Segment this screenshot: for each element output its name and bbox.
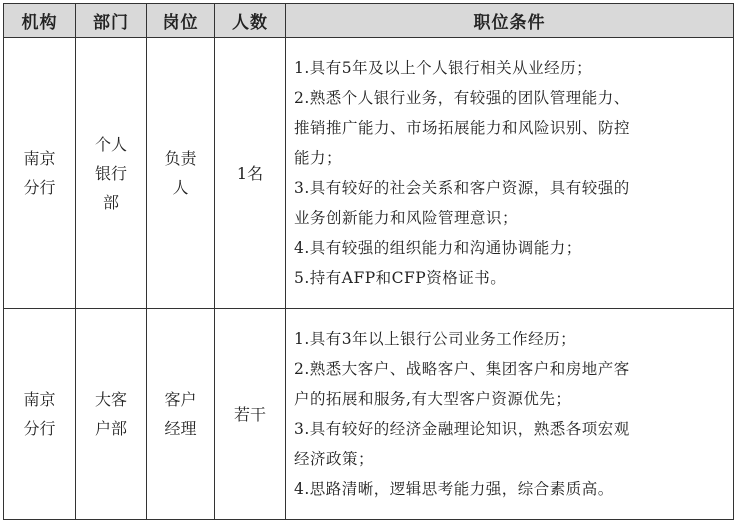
job-requirements-table [3, 3, 734, 520]
dept-line: 银行 [94, 163, 127, 183]
requirement-line: 3.具有较好的社会关系和客户资源，具有较强的 [294, 179, 630, 197]
requirements-cell [286, 38, 734, 309]
requirement-line: 1.具有5年及以上个人银行相关从业经历； [294, 59, 593, 77]
requirement-line: 户的拓展和服务,有大型客户资源优先； [294, 390, 572, 408]
post-cell [147, 309, 215, 520]
requirement-line: 1.具有3年以上银行公司业务工作经历； [294, 330, 577, 348]
requirement-line: 业务创新能力和风险管理意识； [294, 209, 519, 227]
post-line: 负责 [164, 149, 197, 168]
org-line: 分行 [23, 178, 56, 197]
header-org: 机构 [4, 4, 76, 38]
requirement-line: 能力； [294, 149, 343, 167]
header-dept: 部门 [76, 4, 147, 38]
org-line: 分行 [23, 419, 56, 438]
header-post: 岗位 [147, 4, 215, 38]
org-line: 南京 [23, 149, 56, 168]
requirement-line: 2.熟悉个人银行业务，有较强的团队管理能力、 [294, 89, 630, 107]
requirements-cell [286, 309, 734, 520]
requirement-line: 3.具有较好的经济金融理论知识，熟悉各项宏观 [294, 420, 630, 438]
org-cell [4, 309, 76, 520]
count-cell: 若干 [215, 309, 286, 520]
dept-line: 户部 [94, 419, 127, 438]
org-line: 南京 [23, 390, 56, 409]
dept-line: 部 [102, 192, 119, 212]
requirement-line: 经济政策； [294, 450, 375, 468]
requirement-line: 4.具有较强的组织能力和沟通协调能力； [294, 239, 582, 257]
requirement-line: 4.思路清晰，逻辑思考能力强，综合素质高。 [294, 480, 614, 498]
post-line: 人 [172, 178, 189, 197]
dept-cell [76, 38, 147, 309]
table-row [4, 309, 734, 520]
requirement-line: 2.熟悉大客户、战略客户、集团客户和房地产客 [294, 360, 630, 378]
header-count: 人数 [215, 4, 286, 38]
org-cell [4, 38, 76, 309]
post-cell [147, 38, 215, 309]
table-row [4, 38, 734, 309]
dept-cell [76, 309, 147, 520]
header-requirements: 职位条件 [286, 4, 734, 38]
table-header-row [4, 4, 734, 38]
dept-line: 大客 [94, 390, 127, 409]
post-line: 客户 [164, 390, 197, 409]
count-cell: 1名 [215, 38, 286, 309]
dept-line: 个人 [94, 134, 127, 154]
post-line: 经理 [164, 419, 197, 438]
requirement-line: 5.持有AFP和CFP资格证书。 [294, 269, 507, 287]
requirement-line: 推销推广能力、市场拓展能力和风险识别、防控 [294, 119, 631, 137]
